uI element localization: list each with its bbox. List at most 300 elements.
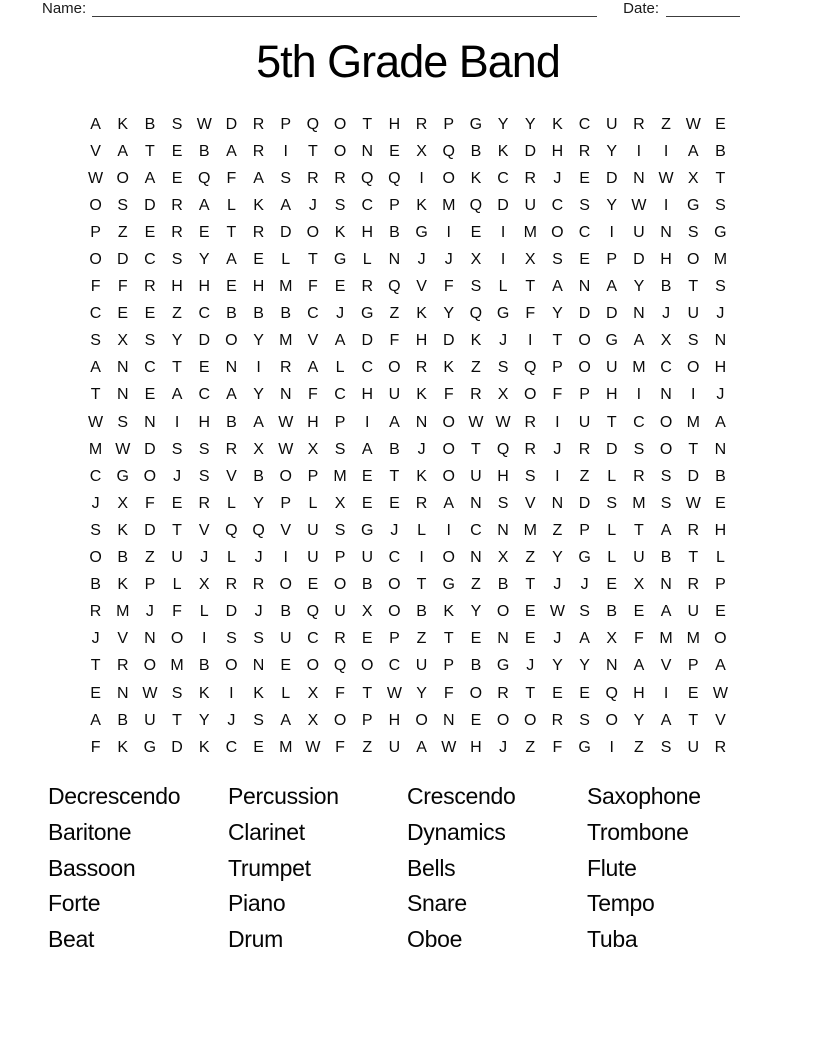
grid-letter: B xyxy=(660,549,672,567)
word-list xyxy=(48,779,767,958)
grid-letter: F xyxy=(90,738,101,756)
grid-letter: E xyxy=(117,305,129,323)
grid-letter: J xyxy=(254,603,263,621)
grid-letter: V xyxy=(307,332,319,350)
grid-letter: Y xyxy=(497,115,509,133)
grid-letter: K xyxy=(552,115,563,133)
grid-letter: W xyxy=(685,115,701,133)
grid-letter: L xyxy=(199,603,209,621)
grid-letter: E xyxy=(389,142,400,160)
grid-letter: X xyxy=(497,386,509,404)
grid-letter: H xyxy=(361,223,374,241)
grid-letter: U xyxy=(307,549,319,567)
grid-letter: A xyxy=(198,196,210,214)
grid-letter: G xyxy=(333,251,347,269)
grid-letter: J xyxy=(553,630,562,648)
grid-letter: L xyxy=(607,467,617,485)
grid-letter: J xyxy=(526,657,535,675)
grid-letter: M xyxy=(279,738,293,756)
grid-letter: C xyxy=(198,386,211,404)
grid-letter: W xyxy=(196,115,212,133)
grid-letter: X xyxy=(416,142,427,160)
grid-letter: W xyxy=(278,440,294,458)
grid-letter: M xyxy=(116,603,130,621)
grid-letter: E xyxy=(307,576,319,594)
word-list-column xyxy=(48,779,228,958)
grid-letter: W xyxy=(305,738,321,756)
grid-letter: K xyxy=(334,223,346,241)
grid-letter: U xyxy=(361,549,374,567)
grid-letter: H xyxy=(660,251,672,269)
grid-letter: U xyxy=(687,305,700,323)
grid-letter: W xyxy=(495,413,511,431)
grid-letter: G xyxy=(714,223,727,241)
grid-letter: M xyxy=(632,494,646,512)
grid-letter: P xyxy=(579,386,590,404)
grid-letter: S xyxy=(524,467,536,485)
grid-letter: D xyxy=(198,332,211,350)
grid-letter: S xyxy=(117,413,129,431)
grid-letter: E xyxy=(280,657,292,675)
grid-letter: K xyxy=(497,142,509,160)
grid-letter: U xyxy=(687,603,700,621)
grid-letter: Y xyxy=(579,657,590,675)
grid-letter: E xyxy=(579,251,590,269)
grid-letter: Q xyxy=(442,142,455,160)
grid-letter: O xyxy=(496,603,510,621)
grid-letter: M xyxy=(279,332,293,350)
grid-letter: D xyxy=(633,251,645,269)
grid-letter: M xyxy=(170,657,184,675)
grid-letter: R xyxy=(225,576,238,594)
grid-letter: K xyxy=(253,684,264,702)
grid-letter: N xyxy=(442,711,455,729)
grid-letter: G xyxy=(605,332,618,350)
grid-letter: P xyxy=(443,115,455,133)
grid-letter: H xyxy=(633,684,645,702)
grid-letter: Q xyxy=(333,657,347,675)
grid-letter: I xyxy=(636,386,642,404)
grid-letter: T xyxy=(715,169,726,187)
grid-letter: B xyxy=(226,305,237,323)
grid-letter: K xyxy=(117,521,129,539)
grid-letter: E xyxy=(334,278,346,296)
grid-letter: D xyxy=(171,738,183,756)
grid-letter: D xyxy=(578,305,591,323)
grid-letter: K xyxy=(470,169,482,187)
grid-letter: Y xyxy=(443,305,455,323)
grid-letter: S xyxy=(633,440,645,458)
grid-letter: E xyxy=(253,251,264,269)
grid-letter: G xyxy=(143,738,157,756)
grid-letter: R xyxy=(171,196,183,214)
grid-letter: X xyxy=(524,251,536,269)
grid-letter: R xyxy=(252,223,265,241)
grid-letter: S xyxy=(144,332,156,350)
grid-letter: X xyxy=(307,684,319,702)
grid-letter: F xyxy=(226,169,237,187)
grid-letter: S xyxy=(660,467,672,485)
grid-letter: W xyxy=(278,413,294,431)
grid-letter: T xyxy=(308,142,318,160)
grid-letter: L xyxy=(335,359,345,377)
grid-letter: L xyxy=(308,494,318,512)
grid-letter: X xyxy=(470,251,482,269)
grid-letter: E xyxy=(524,603,536,621)
grid-letter: O xyxy=(89,549,102,567)
grid-letter: N xyxy=(361,142,374,160)
grid-letter: W xyxy=(685,494,701,512)
grid-letter: E xyxy=(389,494,400,512)
grid-letter: M xyxy=(686,630,700,648)
grid-letter: J xyxy=(145,603,154,621)
grid-letter: Y xyxy=(253,332,264,350)
grid-letter: Y xyxy=(606,196,618,214)
grid-letter: T xyxy=(525,278,536,296)
grid-letter: H xyxy=(198,413,211,431)
grid-letter: J xyxy=(390,521,399,539)
grid-letter: G xyxy=(469,115,483,133)
grid-letter: S xyxy=(579,603,590,621)
word-item: Piano xyxy=(228,890,286,917)
name-label: Name: xyxy=(42,0,87,17)
grid-letter: U xyxy=(279,630,292,648)
grid-letter: D xyxy=(524,142,537,160)
grid-letter: A xyxy=(715,657,726,675)
grid-letter: W xyxy=(88,169,104,187)
grid-letter: F xyxy=(443,684,454,702)
grid-letter: S xyxy=(171,440,183,458)
grid-letter: G xyxy=(496,657,510,675)
grid-letter: S xyxy=(334,196,346,214)
grid-letter: I xyxy=(555,467,560,485)
grid-letter: A xyxy=(90,711,101,729)
grid-letter: B xyxy=(470,142,482,160)
grid-letter: M xyxy=(713,251,728,269)
grid-letter: W xyxy=(386,684,402,702)
grid-letter: C xyxy=(660,359,672,377)
grid-letter: S xyxy=(660,494,672,512)
grid-letter: N xyxy=(116,359,129,377)
grid-letter: C xyxy=(334,386,346,404)
grid-letter: Z xyxy=(634,738,644,756)
grid-letter: F xyxy=(443,386,454,404)
grid-letter: P xyxy=(606,251,618,269)
grid-letter: A xyxy=(90,359,101,377)
grid-letter: M xyxy=(279,278,293,296)
grid-letter: S xyxy=(198,467,210,485)
grid-letter: G xyxy=(361,305,374,323)
grid-letter: K xyxy=(470,332,482,350)
grid-letter: H xyxy=(714,359,727,377)
grid-letter: K xyxy=(416,305,427,323)
grid-letter: R xyxy=(89,603,102,621)
grid-letter: J xyxy=(91,630,100,648)
grid-letter: O xyxy=(279,576,292,594)
word-item: Bells xyxy=(407,854,456,881)
grid-letter: E xyxy=(144,223,156,241)
grid-letter: P xyxy=(280,494,292,512)
grid-letter: C xyxy=(470,521,482,539)
grid-letter: M xyxy=(659,630,673,648)
grid-letter: O xyxy=(333,576,347,594)
grid-letter: E xyxy=(470,223,482,241)
grid-letter: S xyxy=(117,196,129,214)
grid-letter: V xyxy=(416,278,427,296)
grid-letter: V xyxy=(226,467,237,485)
grid-letter: W xyxy=(549,603,565,621)
grid-letter: S xyxy=(715,196,726,214)
grid-letter: A xyxy=(144,169,156,187)
word-item: Saxophone xyxy=(587,783,701,809)
grid-letter: T xyxy=(688,440,699,458)
grid-letter: T xyxy=(172,521,182,539)
grid-letter: V xyxy=(117,630,129,648)
grid-letter: A xyxy=(307,359,319,377)
grid-letter: R xyxy=(252,115,265,133)
grid-letter: R xyxy=(415,359,428,377)
grid-letter: P xyxy=(307,467,319,485)
grid-letter: E xyxy=(198,359,210,377)
grid-letter: Q xyxy=(306,603,320,621)
grid-letter: B xyxy=(117,711,129,729)
word-item: Snare xyxy=(407,890,467,917)
grid-letter: Q xyxy=(524,359,537,377)
grid-letter: W xyxy=(658,169,674,187)
grid-letter: W xyxy=(115,440,131,458)
grid-letter: N xyxy=(660,386,672,404)
grid-letter: Z xyxy=(471,576,481,594)
grid-letter: N xyxy=(116,386,129,404)
grid-letter: K xyxy=(416,196,427,214)
grid-letter: I xyxy=(609,223,614,241)
grid-letter: P xyxy=(144,576,156,594)
grid-letter: B xyxy=(280,305,292,323)
grid-letter: L xyxy=(607,549,617,567)
grid-letter: R xyxy=(578,440,591,458)
grid-letter: O xyxy=(279,467,292,485)
grid-letter: W xyxy=(88,413,104,431)
grid-letter: Q xyxy=(469,305,483,323)
grid-letter: J xyxy=(417,440,426,458)
grid-letter: S xyxy=(470,278,482,296)
grid-letter: F xyxy=(335,684,345,702)
grid-letter: G xyxy=(415,223,428,241)
grid-letter: N xyxy=(660,576,672,594)
grid-letter: S xyxy=(171,251,183,269)
grid-letter: V xyxy=(660,657,672,675)
grid-letter: D xyxy=(144,521,156,539)
grid-letter: T xyxy=(606,413,617,431)
word-item: Tuba xyxy=(587,926,638,953)
grid-letter: U xyxy=(388,738,401,756)
grid-letter: O xyxy=(442,440,455,458)
grid-letter: E xyxy=(715,494,726,512)
grid-letter: A xyxy=(389,413,400,431)
grid-letter: D xyxy=(605,305,618,323)
grid-letter: S xyxy=(497,494,509,512)
grid-letter: Z xyxy=(579,467,590,485)
grid-letter: E xyxy=(144,386,156,404)
grid-letter: A xyxy=(633,332,645,350)
grid-letter: C xyxy=(578,223,591,241)
grid-letter: X xyxy=(253,440,264,458)
grid-letter: M xyxy=(686,413,700,431)
grid-letter: C xyxy=(361,359,374,377)
grid-letter: O xyxy=(524,711,537,729)
grid-letter: Y xyxy=(171,332,183,350)
word-item: Bassoon xyxy=(48,854,136,881)
word-item: Drum xyxy=(228,926,284,953)
grid-letter: B xyxy=(253,305,264,323)
word-item: Trumpet xyxy=(228,854,311,881)
grid-letter: Q xyxy=(252,521,265,539)
grid-letter: X xyxy=(606,630,618,648)
grid-letter: S xyxy=(226,630,237,648)
grid-letter: A xyxy=(171,386,183,404)
grid-letter: E xyxy=(361,494,373,512)
grid-letter: C xyxy=(225,738,238,756)
grid-letter: P xyxy=(361,711,373,729)
grid-letter: I xyxy=(663,684,669,702)
grid-letter: U xyxy=(633,549,645,567)
grid-letter: A xyxy=(606,278,618,296)
grid-letter: U xyxy=(470,467,482,485)
grid-letter: O xyxy=(333,711,347,729)
grid-letter: J xyxy=(662,305,671,323)
grid-letter: O xyxy=(442,413,455,431)
grid-letter: E xyxy=(579,684,590,702)
grid-letter: R xyxy=(279,359,292,377)
grid-letter: Y xyxy=(524,115,536,133)
page-title: 5th Grade Band xyxy=(256,36,560,87)
grid-letter: F xyxy=(90,278,101,296)
grid-letter: J xyxy=(444,251,453,269)
grid-letter: W xyxy=(468,413,484,431)
grid-letter: R xyxy=(415,115,428,133)
grid-letter: N xyxy=(633,169,645,187)
grid-letter: J xyxy=(173,467,182,485)
grid-letter: H xyxy=(497,467,509,485)
grid-letter: A xyxy=(117,142,129,160)
grid-letter: O xyxy=(714,630,727,648)
worksheet-header xyxy=(42,1,740,17)
grid-letter: R xyxy=(687,576,700,594)
grid-letter: R xyxy=(524,169,537,187)
grid-letter: E xyxy=(633,603,645,621)
grid-letter: R xyxy=(470,386,482,404)
grid-letter: K xyxy=(416,386,427,404)
word-item: Tempo xyxy=(587,890,655,917)
grid-letter: C xyxy=(89,305,102,323)
grid-letter: Z xyxy=(525,549,536,567)
grid-letter: Q xyxy=(225,521,238,539)
grid-letter: E xyxy=(470,711,482,729)
grid-letter: C xyxy=(307,305,319,323)
grid-letter: N xyxy=(252,657,265,675)
grid-letter: N xyxy=(225,359,238,377)
word-item: Oboe xyxy=(407,926,463,953)
grid-letter: I xyxy=(636,142,642,160)
grid-letter: B xyxy=(226,413,237,431)
date-label: Date: xyxy=(623,0,659,17)
grid-letter: I xyxy=(229,684,234,702)
grid-letter: V xyxy=(524,494,536,512)
grid-letter: Z xyxy=(117,223,128,241)
grid-letter: F xyxy=(117,278,128,296)
grid-letter: S xyxy=(579,196,590,214)
grid-letter: Y xyxy=(253,386,264,404)
grid-letter: O xyxy=(388,576,401,594)
grid-letter: W xyxy=(441,738,457,756)
grid-letter: W xyxy=(142,684,158,702)
word-item: Flute xyxy=(587,854,637,881)
grid-letter: I xyxy=(419,549,424,567)
grid-letter: P xyxy=(389,196,400,214)
grid-letter: H xyxy=(307,413,319,431)
grid-letter: S xyxy=(687,223,699,241)
grid-letter: O xyxy=(333,115,347,133)
word-item: Beat xyxy=(48,926,95,953)
grid-letter: I xyxy=(283,142,288,160)
grid-letter: X xyxy=(497,549,509,567)
grid-letter: A xyxy=(660,711,672,729)
grid-letter: O xyxy=(225,657,238,675)
grid-letter: K xyxy=(117,115,129,133)
grid-letter: N xyxy=(660,223,672,241)
grid-letter: D xyxy=(361,332,374,350)
grid-letter: Y xyxy=(470,603,482,621)
grid-letter: P xyxy=(579,521,590,539)
grid-letter: A xyxy=(660,603,672,621)
grid-letter: O xyxy=(415,711,428,729)
grid-letter: T xyxy=(389,467,400,485)
grid-letter: G xyxy=(442,576,455,594)
grid-letter: H xyxy=(198,278,211,296)
grid-letter: H xyxy=(470,738,482,756)
grid-letter: B xyxy=(253,467,264,485)
grid-letter: J xyxy=(580,576,589,594)
grid-letter: A xyxy=(579,630,590,648)
grid-letter: L xyxy=(226,549,236,567)
grid-letter: C xyxy=(388,657,401,675)
grid-letter: P xyxy=(389,630,400,648)
grid-letter: O xyxy=(442,467,455,485)
grid-letter: X xyxy=(117,332,129,350)
grid-letter: O xyxy=(442,549,455,567)
grid-letter: C xyxy=(89,467,102,485)
grid-letter: J xyxy=(553,440,562,458)
grid-letter: I xyxy=(609,738,614,756)
word-item: Trombone xyxy=(587,818,689,845)
grid-letter: A xyxy=(253,169,264,187)
grid-letter: Y xyxy=(552,549,563,567)
grid-letter: P xyxy=(552,359,563,377)
grid-letter: Q xyxy=(605,684,618,702)
grid-letter: G xyxy=(116,467,129,485)
grid-letter: B xyxy=(416,603,427,621)
grid-letter: C xyxy=(497,169,509,187)
grid-letter: I xyxy=(663,196,669,214)
grid-letter: B xyxy=(660,278,672,296)
grid-letter: A xyxy=(334,332,346,350)
grid-letter: O xyxy=(496,711,510,729)
grid-letter: U xyxy=(334,603,346,621)
grid-letter: F xyxy=(172,603,182,621)
grid-letter: U xyxy=(578,413,591,431)
grid-letter: A xyxy=(280,196,292,214)
grid-letter: T xyxy=(688,711,699,729)
